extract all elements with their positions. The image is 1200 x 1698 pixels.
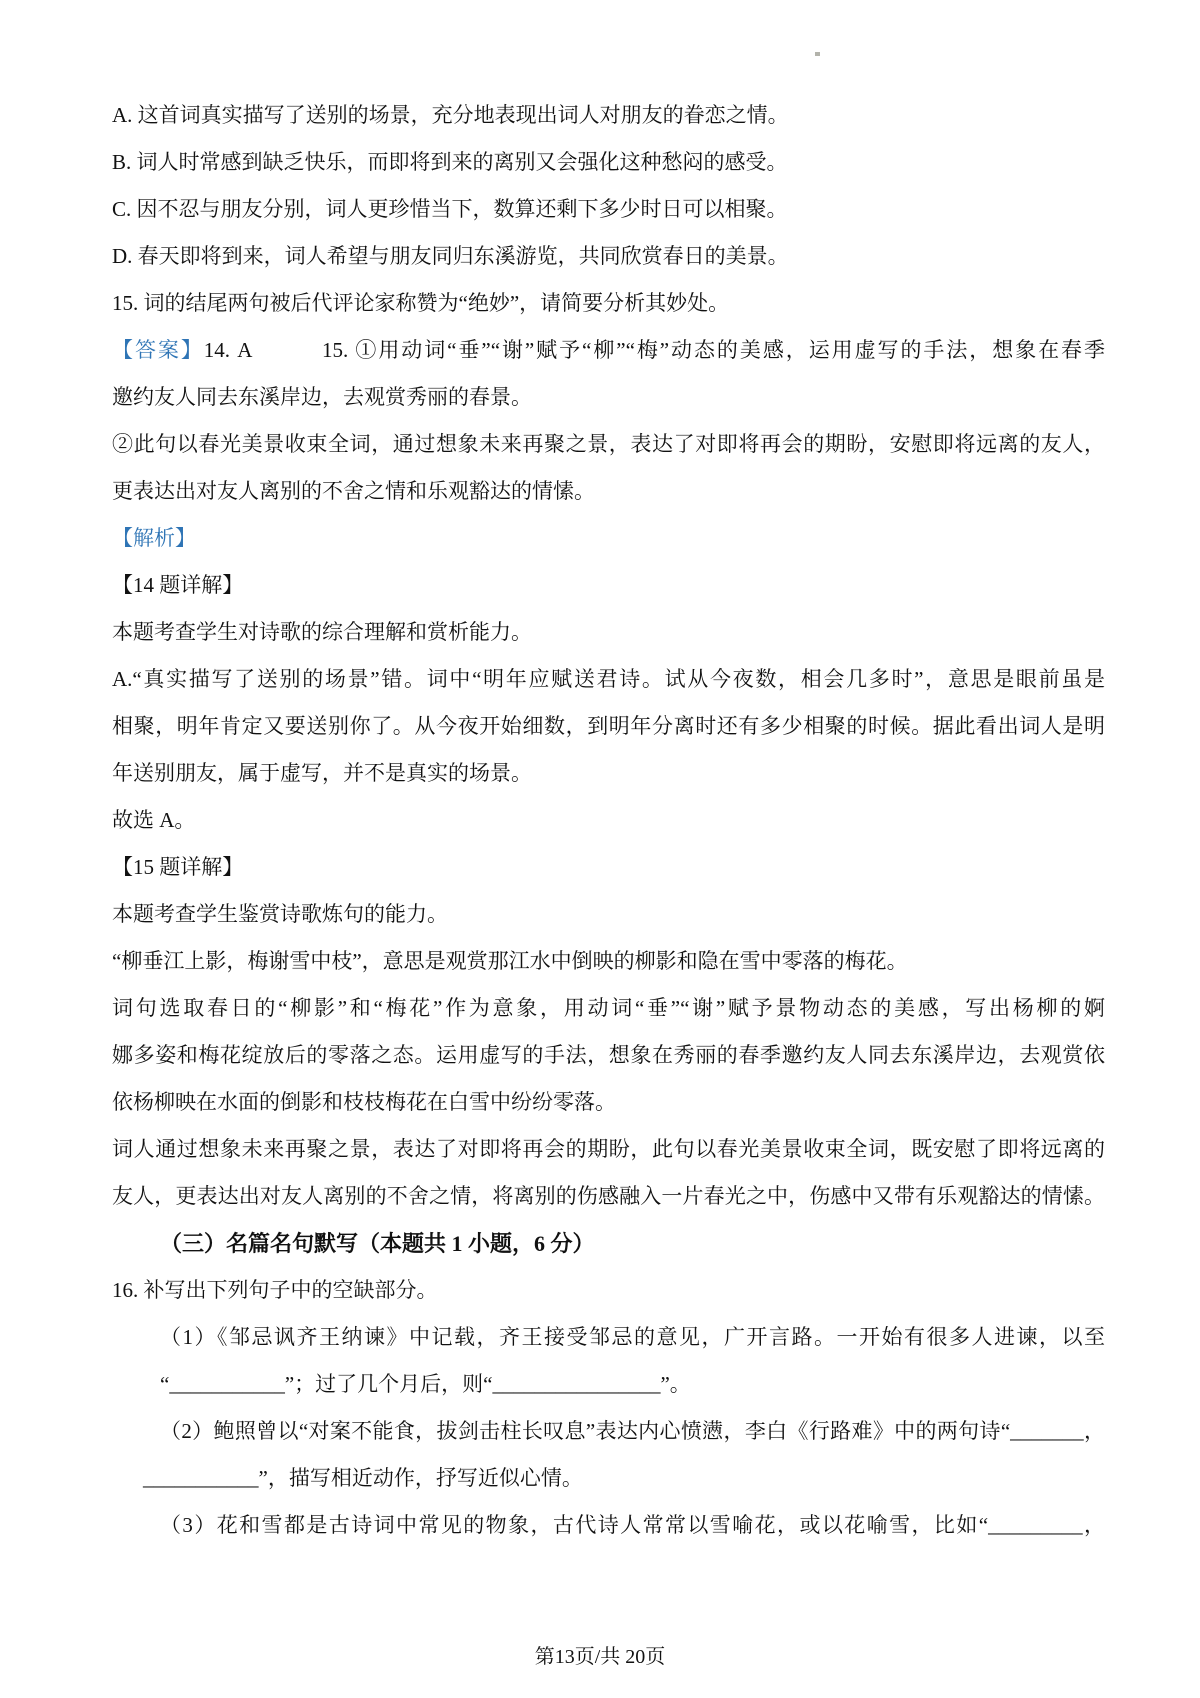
analysis-q14-line-1: A.“真实描写了送别的场景”错。词中“明年应赋送君诗。试从今夜数，相会几多时”，意思是眼前虽是 bbox=[112, 667, 1105, 691]
analysis-q15-line-5: 词人通过想象未来再聚之景，表达了对即将再会的期盼，此句以春光美景收束全词，既安慰了即将远离的 bbox=[112, 1137, 1105, 1161]
smudge-artifact bbox=[815, 52, 820, 56]
analysis-q15-intro: 本题考查学生鉴赏诗歌炼句的能力。 bbox=[112, 902, 448, 926]
analysis-q15-line-4: 依杨柳映在水面的倒影和枝枝梅花在白雪中纷纷零落。 bbox=[112, 1090, 616, 1114]
question-16-part-1: （1）《邹忌讽齐王纳谏》中记载，齐王接受邹忌的意见，广开言路。一开始有很多人进谏，以至 bbox=[160, 1325, 1105, 1349]
answer-line bbox=[112, 327, 1105, 374]
answer-point-2: ②此句以春光美景收束全词，通过想象未来再聚之景，表达了对即将再会的期盼，安慰即将远离的友人， bbox=[112, 432, 1105, 456]
analysis-q14-line-3: 年送别朋友，属于虚写，并不是真实的场景。 bbox=[112, 761, 532, 785]
analysis-q15-line-1: “柳垂江上影，梅谢雪中枝”，意思是观赏那江水中倒映的柳影和隐在雪中零落的梅花。 bbox=[112, 949, 908, 973]
option-b: B. 词人时常感到缺乏快乐，而即将到来的离别又会强化这种愁闷的感受。 bbox=[112, 150, 788, 174]
answer-text: 14. A 15. ①用动词“垂”“谢”赋予“柳”“梅”动态的美感，运用虚写的手法，想象在春季 bbox=[203, 338, 1105, 362]
detail-heading-q14: 【14 题详解】 bbox=[112, 573, 244, 597]
option-a: A. 这首词真实描写了送别的场景，充分地表现出词人对朋友的眷恋之情。 bbox=[112, 103, 789, 127]
section-heading-dictation: （三）名篇名句默写（本题共 1 小题，6 分） bbox=[160, 1231, 595, 1256]
question-16-part-2: （2）鲍照曾以“对案不能食，拔剑击柱长叹息”表达内心愤懑，李白《行路难》中的两句诗“_______， bbox=[160, 1419, 1105, 1443]
analysis-label-tag: 【解析】 bbox=[112, 526, 196, 550]
question-16-part-3: （3）花和雪都是古诗词中常见的物象，古代诗人常常以雪喻花，或以花喻雪，比如“_________， bbox=[160, 1513, 1105, 1537]
analysis-q14-intro: 本题考查学生对诗歌的综合理解和赏析能力。 bbox=[112, 620, 532, 644]
answer-line-continuation: 邀约友人同去东溪岸边，去观赏秀丽的春景。 bbox=[112, 385, 532, 409]
detail-heading-q15: 【15 题详解】 bbox=[112, 855, 244, 879]
answer-point-2-continuation: 更表达出对友人离别的不舍之情和乐观豁达的情愫。 bbox=[112, 479, 595, 503]
answer-label-tag: 【答案】 bbox=[112, 338, 204, 362]
question-16-part-2-blanks: ___________”，描写相近动作，抒写近似心情。 bbox=[143, 1466, 583, 1490]
exam-answer-page bbox=[112, 92, 1105, 1549]
question-15: 15. 词的结尾两句被后代评论家称赞为“绝妙”，请简要分析其妙处。 bbox=[112, 291, 730, 315]
analysis-q15-line-6: 友人，更表达出对友人离别的不舍之情，将离别的伤感融入一片春光之中，伤感中又带有乐观豁达的情愫。 bbox=[112, 1184, 1105, 1208]
footer-page-number: 第13页/共 20页 bbox=[534, 1646, 666, 1668]
option-c: C. 因不忍与朋友分别，词人更珍惜当下，数算还剩下多少时日可以相聚。 bbox=[112, 197, 788, 221]
analysis-q14-line-2: 相聚，明年肯定又要送别你了。从今夜开始细数，到明年分离时还有多少相聚的时候。据此看出词人是明 bbox=[112, 714, 1105, 738]
analysis-q14-conclusion: 故选 A。 bbox=[112, 808, 196, 832]
question-16: 16. 补写出下列句子中的空缺部分。 bbox=[112, 1278, 438, 1302]
question-16-part-1-blanks: “___________”；过了几个月后，则“________________”。 bbox=[160, 1372, 691, 1396]
analysis-q15-line-3: 娜多姿和梅花绽放后的零落之态。运用虚写的手法，想象在秀丽的春季邀约友人同去东溪岸边，去观赏依 bbox=[112, 1043, 1105, 1067]
option-d: D. 春天即将到来，词人希望与朋友同归东溪游览，共同欣赏春日的美景。 bbox=[112, 244, 789, 268]
analysis-q15-line-2: 词句选取春日的“柳影”和“梅花”作为意象，用动词“垂”“谢”赋予景物动态的美感，写出杨柳的婀 bbox=[112, 996, 1105, 1020]
